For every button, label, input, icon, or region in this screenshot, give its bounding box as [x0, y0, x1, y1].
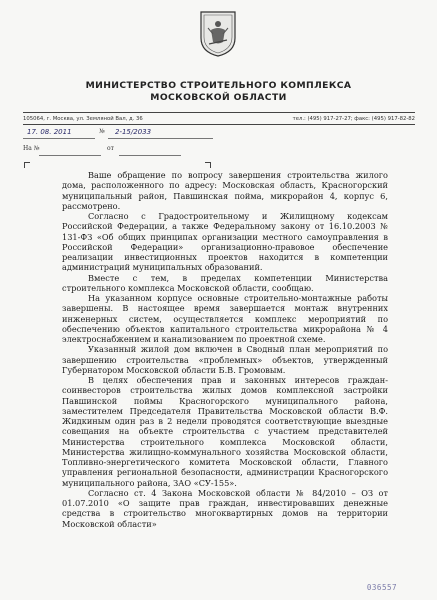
- paragraph: Согласно ст. 4 Закона Московской области № 84/2010 – ОЗ от 01.07.2010 «О защите прав граждан, инвестировавших денежные средства в строительство многоквартирных домов на территории Московской области»: [62, 487, 388, 529]
- registration-line: [23, 128, 213, 142]
- ministry-name-line1: МИНИСТЕРСТВО СТРОИТЕЛЬНОГО КОМПЛЕКСА: [85, 80, 352, 91]
- reference-line: [23, 145, 213, 159]
- letter-body: [62, 170, 388, 529]
- document-serial-stamp: 036557: [366, 583, 397, 592]
- registration-number: 2-15/2033: [115, 128, 152, 136]
- header-divider: [23, 112, 415, 113]
- corner-mark-right: [205, 162, 211, 168]
- paragraph: В целях обеспечения прав и законных интересов граждан-соинвесторов строительства жилых домов комплексной застройки Павшинской поймы Красногорского муниципального района, заместителем Председателя Правительства Московской области В.Ф. Жидкиным один раз в 2 недели проводятся соответствующие выездные совещания на объекте строительства с участием представителей Министерства строительного комплекса Московской области, Министерства жилищно-коммунального хозяйства Московской области, Топливно-энергетического комитета Московской области, Главного управления региональной безопасности, администрации Красногорского муниципального района, ЗАО «СУ-155».: [62, 375, 388, 488]
- coat-of-arms-icon: [199, 10, 237, 58]
- paragraph: Указанный жилой дом включен в Сводный план мероприятий по завершению строительства «проблемных» объектов, утвержденный Губернатором Московской области Б.В. Громовым.: [62, 344, 388, 375]
- ministry-address: 105064, г. Москва, ул. Земляной Вал, д. 36: [23, 116, 143, 122]
- paragraph: Согласно с Градостроительному и Жилищному кодексам Российской Федерации, а также Федеральному закону от 16.10.2003 № 131-ФЗ «Об общих принципах организации местного самоуправления в Российской Федерации» организационно-правовое обеспечение реализации инвестиционных проектов находится в компетенции администраций муниципальных образований.: [62, 211, 388, 273]
- ministry-name-line2: МОСКОВСКОЙ ОБЛАСТИ: [150, 92, 287, 103]
- paragraph: Ваше обращение по вопросу завершения строительства жилого дома, расположенного по адресу: Московская область, Красногорский муниципальный район, Павшинская пойма, микрорайон 4, корпус 6, рассмотрено.: [62, 170, 388, 211]
- reference-from-label: от: [107, 145, 114, 152]
- registration-date: 17. 08. 2011: [27, 128, 72, 136]
- number-sign: №: [99, 128, 105, 135]
- corner-mark-left: [24, 162, 30, 168]
- paragraph: Вместе с тем, в пределах компетенции Министерства строительного комплекса Московской области, сообщаю.: [62, 272, 388, 293]
- reference-number-label: На №: [23, 145, 40, 152]
- paragraph: На указанном корпусе основные строительно-монтажные работы завершены. В настоящее время завершается монтаж внутренних инженерных систем, осуществляется комплекс мероприятий по обеспечению объектов капитального строительства микрорайона № 4 электроснабжением и канализованием по проектной схеме.: [62, 293, 388, 344]
- ministry-phones: тел.: (495) 917-27-27; факс: (495) 917-82-82: [292, 116, 415, 122]
- address-divider: [23, 124, 415, 125]
